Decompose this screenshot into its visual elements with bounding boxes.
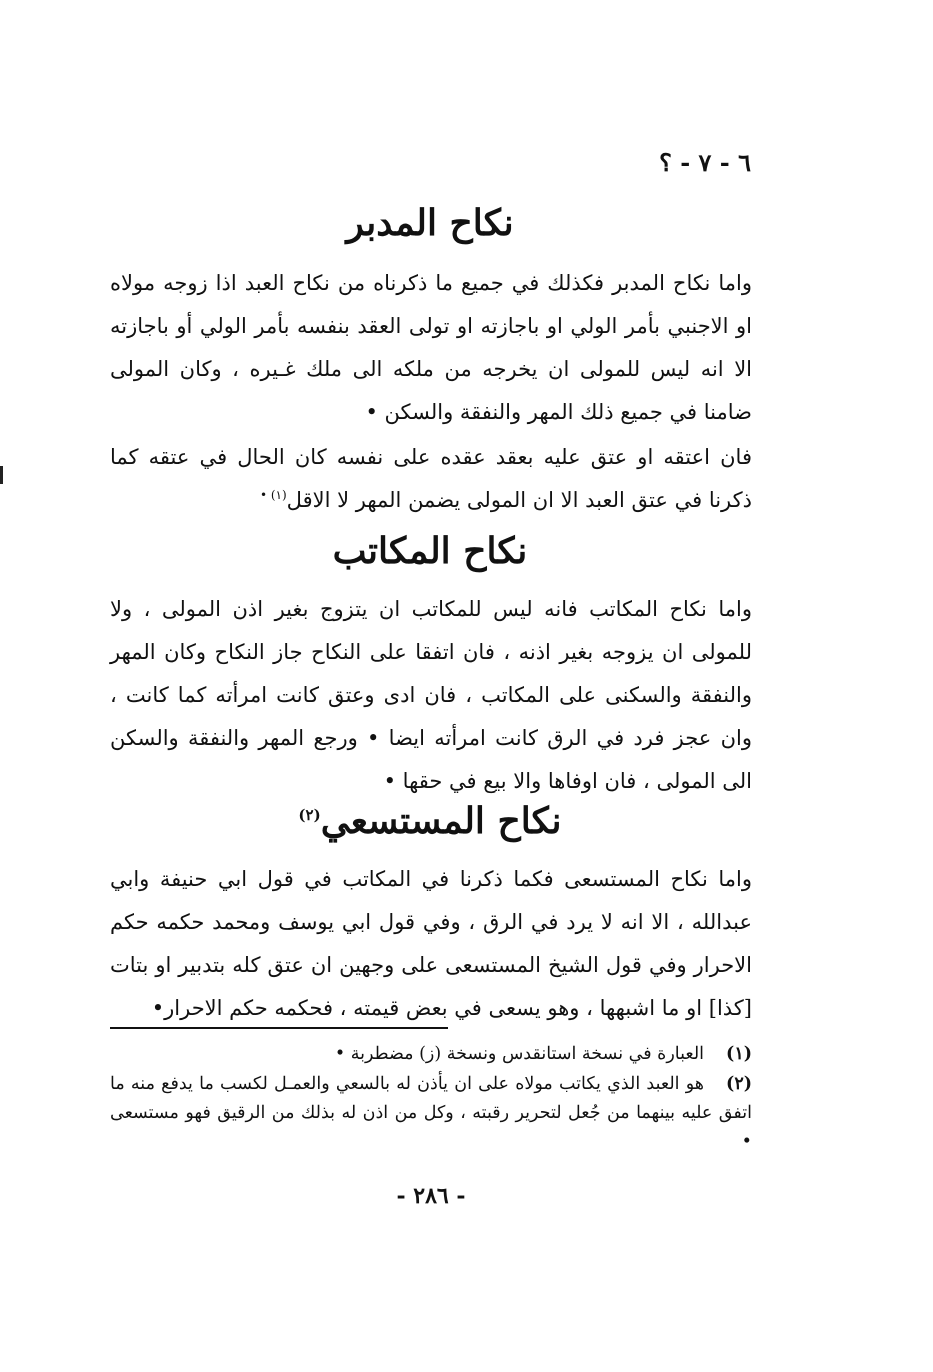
paragraph-text: فان اعتقه او عتق عليه بعقد عقده على نفسه كان الحال في عتقه كما ذكرنا في عتق العبد الا ان المولى يضمن المهر لا الاقل — [110, 445, 752, 512]
footnote-ref-2: (٢) — [298, 806, 321, 824]
section-heading-text: نكاح المستسعي — [320, 800, 562, 842]
footnote-text: هو العبد الذي يكاتب مولاه على ان يأذن له بالسعي والعمـل لكسب ما يدفع منه ما اتفق عليه بينهما من جُعل لتحرير رقبته ، وكل من اذن له بذلك من الرقيق فهو مستسعى • — [110, 1074, 752, 1152]
footnote-number: (٢) — [726, 1074, 752, 1094]
footnote-ref-1: (١) • — [259, 488, 287, 502]
footnote-1 — [110, 1040, 752, 1069]
section-heading-text: نكاح المدبر — [346, 202, 514, 244]
footnote-divider — [110, 1027, 448, 1029]
footnote-number: (١) — [726, 1044, 752, 1064]
paragraph-mustasaa-1: واما نكاح المستسعى فكما ذكرنا في المكاتب في قول ابي حنيفة وابي عبدالله ، الا انه لا يرد في الرق ، وفي قول ابي يوسف ومحمد حكمه حكم الاحرار وفي قول الشيخ المستسعى على وجهين ان عتق كله بتدبير او بتات [كذا] او ما اشبهها ، وهو يسعى في بعض قيمته ، فحكمه حكم الاحرار• — [110, 867, 752, 1020]
paragraph-mudabbar-2 — [110, 436, 752, 522]
section-heading-mukatab — [110, 530, 750, 573]
header-marker: ٦ - ٧ - ؟ — [659, 148, 751, 177]
section-heading-mudabbar — [110, 202, 750, 245]
section-heading-mustasaa — [110, 800, 750, 843]
paragraph-mukatab-1: واما نكاح المكاتب فانه ليس للمكاتب ان يتزوج بغير اذن المولى ، ولا للمولى ان يزوجه بغير اذنه ، فان اتفقا على النكاح جاز النكاح وكان المهر والنفقة والسكنى على المكاتب ، فان ادى وعتق كانت امرأته كما كانت ، وان عجز فرد في الرق كانت امرأته ايضا • ورجع المهر والنفقة والسكن الى المولى ، فان اوفاها والا بيع في حقها • — [110, 597, 752, 793]
footnote-2 — [110, 1070, 752, 1157]
page-number: - ٢٨٦ - — [396, 1183, 466, 1209]
paragraph-mudabbar-1: واما نكاح المدبر فكذلك في جميع ما ذكرناه من نكاح العبد اذا زوجه مولاه او الاجنبي بأمر الولي او باجازته او تولى العقد بنفسه بأمر الولي أو باجازته الا انه ليس للمولى ان يخرجه من ملكه الى ملك غـيره ، وكان المولى ضامنا في جميع ذلك المهر والنفقة والسكن • — [110, 271, 752, 424]
section-heading-text: نكاح المكاتب — [332, 530, 528, 572]
footnote-text: العبارة في نسخة استانقدس ونسخة (ز) مضطربة • — [334, 1044, 705, 1064]
scan-edge-mark — [0, 466, 3, 484]
